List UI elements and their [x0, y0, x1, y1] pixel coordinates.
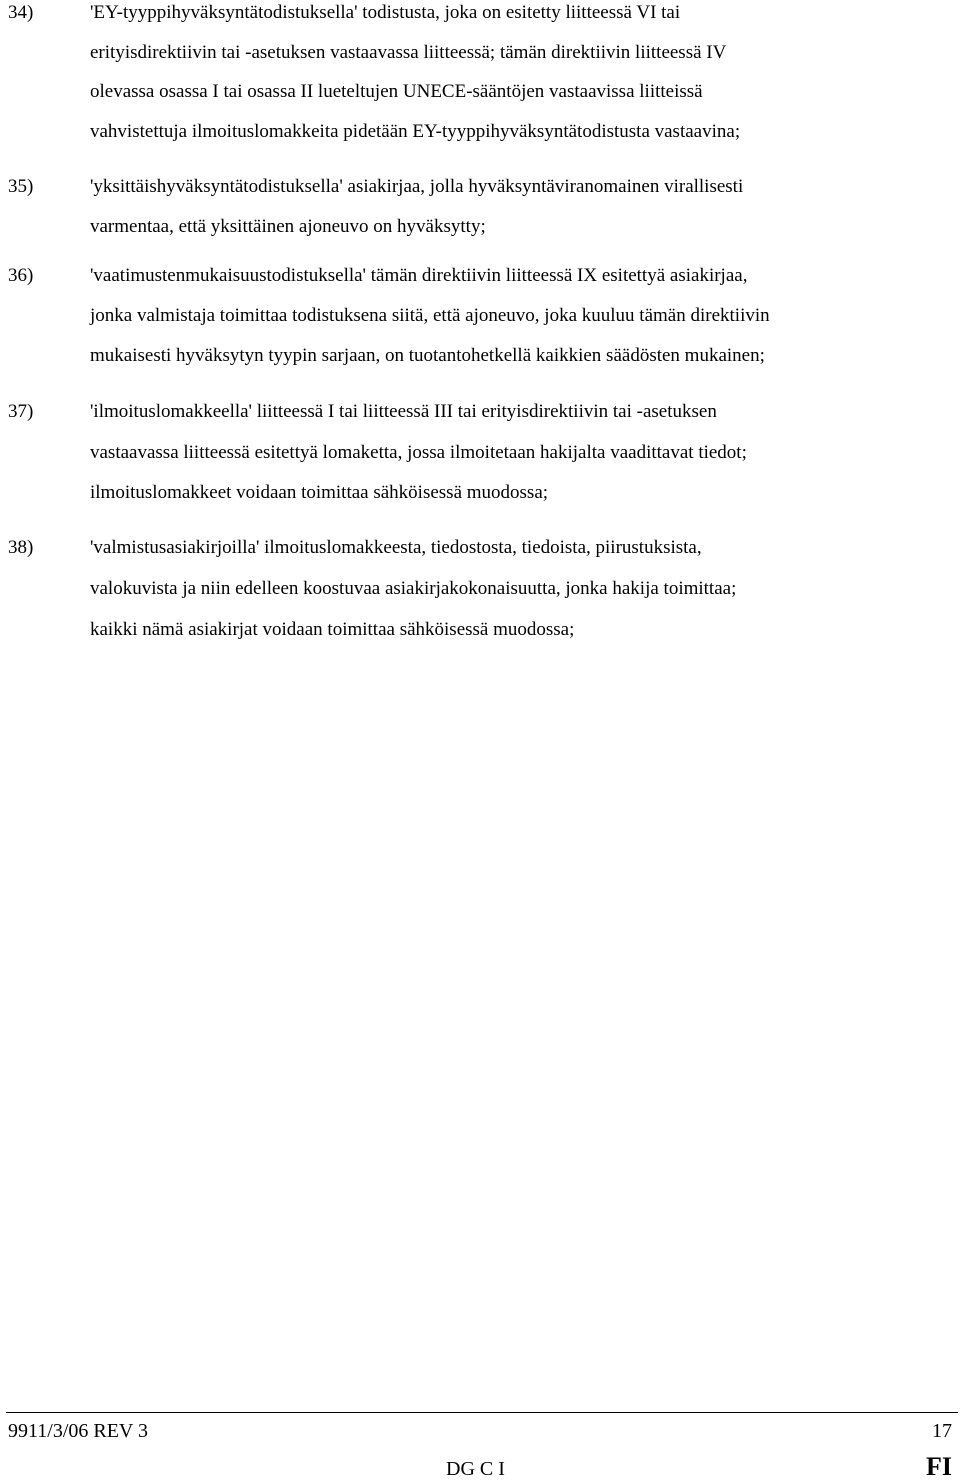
language-code: FI: [926, 1452, 952, 1481]
item-number: 34): [8, 2, 34, 23]
item-text-line: 'EY-tyyppihyväksyntätodistuksella' todistusta, joka on esitetty liitteessä VI tai: [90, 2, 681, 23]
item-text-line: vastaavassa liitteessä esitettyä lomaketta, jossa ilmoitetaan hakijalta vaadittavat tiedot;: [90, 441, 747, 463]
document-reference: 9911/3/06 REV 3: [8, 1420, 149, 1442]
item-text-line: 'yksittäishyväksyntätodistuksella' asiakirjaa, jolla hyväksyntäviranomainen virallisesti: [90, 176, 744, 197]
item-text-line: varmentaa, että yksittäinen ajoneuvo on hyväksytty;: [90, 216, 486, 237]
item-text-line: kaikki nämä asiakirjat voidaan toimittaa sähköisessä muodossa;: [90, 619, 575, 640]
item-text-line: valokuvista ja niin edelleen koostuvaa asiakirjakokonaisuutta, jonka hakija toimittaa;: [90, 578, 737, 599]
item-number: 35): [8, 176, 34, 197]
item-number: 37): [8, 401, 34, 422]
item-number: 36): [8, 265, 34, 286]
item-text-line: 'ilmoituslomakkeella' liitteessä I tai liitteessä III tai erityisdirektiivin tai -asetuksen: [90, 401, 717, 422]
item-text-line: ilmoituslomakkeet voidaan toimittaa sähköisessä muodossa;: [90, 482, 549, 503]
page-number: 17: [932, 1420, 952, 1442]
directorate-label: DG C I: [446, 1458, 505, 1480]
item-text-line: 'vaatimustenmukaisuustodistuksella' tämän direktiivin liitteessä IX esitettyä asiakirjaa,: [90, 265, 748, 286]
item-text-line: mukaisesti hyväksytyn tyypin sarjaan, on tuotantohetkellä kaikkien säädösten mukainen;: [90, 345, 765, 366]
item-text-line: jonka valmistaja toimittaa todistuksena siitä, että ajoneuvo, joka kuuluu tämän direktiivin: [90, 305, 770, 326]
item-text-line: olevassa osassa I tai osassa II lueteltujen UNECE-sääntöjen vastaavissa liitteissä: [90, 81, 703, 102]
item-text-line: 'valmistusasiakirjoilla' ilmoituslomakkeesta, tiedostosta, tiedoista, piirustuksista,: [90, 537, 702, 558]
item-text-line: erityisdirektiivin tai -asetuksen vastaavassa liitteessä; tämän direktiivin liitteessä IV: [90, 41, 727, 63]
footer-divider: [6, 1412, 958, 1413]
item-text-line: vahvistettuja ilmoituslomakkeita pidetään EY-tyyppihyväksyntätodistusta vastaavina;: [90, 120, 741, 142]
item-number: 38): [8, 537, 34, 558]
